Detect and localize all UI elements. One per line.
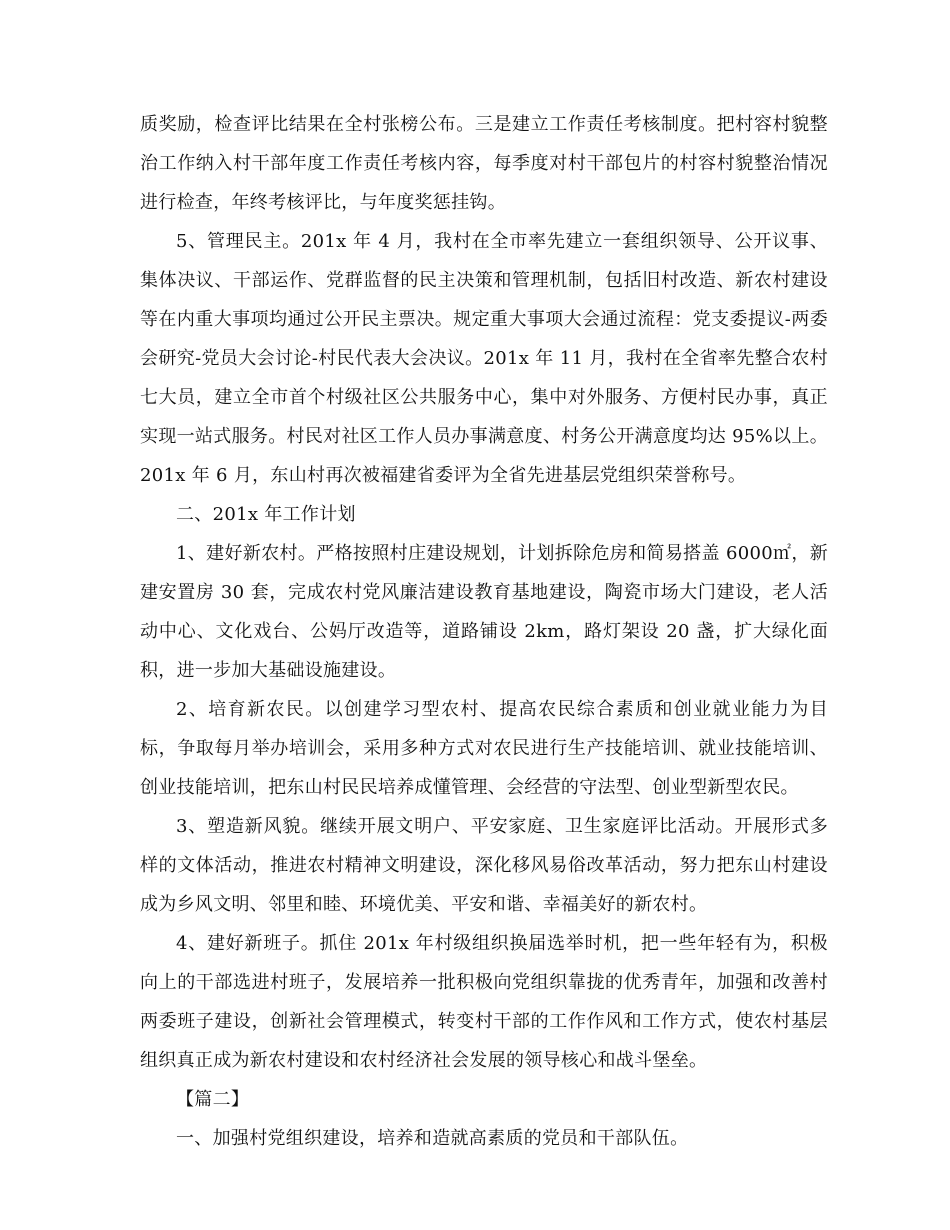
paragraph-part-two-first: 一、加强村党组织建设，培养和造就高素质的党员和干部队伍。: [176, 1128, 689, 1149]
paragraph-plan-new-team: 4、建好新班子。抓住 201x 年村级组织换届选举时机，把一些年轻有为，积极向上的干部选进村班子，发展培养一批积极向党组织靠拢的优秀青年，加强和改善村两委班子建设，创新社会管理模式，转变村干部的工作作风和工作方式，使农村基层组织真正成为新农村建设和农村经济社会发展的领导核心和战斗堡垒。: [140, 933, 828, 1071]
paragraph-continued-award: 质奖励，检查评比结果在全村张榜公布。三是建立工作责任考核制度。把村容村貌整治工作纳入村干部年度工作责任考核内容，每季度对村干部包片的村容村貌整治情况进行检查，年终考核评比，与年度奖惩挂钩。: [140, 114, 828, 213]
paragraph-plan-new-village: 1、建好新农村。严格按照村庄建设规划，计划拆除危房和简易搭盖 6000㎡，新建安置房 30 套，完成农村党风廉洁建设教育基地建设，陶瓷市场大门建设，老人活动中心、文化戏台、公妈厅改造等，道路铺设 2km，路灯架设 20 盏，扩大绿化面积，进一步加大基础设施建设。: [140, 543, 828, 681]
paragraph-plan-new-style: 3、塑造新风貌。继续开展文明户、平安家庭、卫生家庭评比活动。开展形式多样的文体活动，推进农村精神文明建设，深化移风易俗改革活动，努力把东山村建设成为乡风文明、邻里和睦、环境优美、平安和谐、幸福美好的新农村。: [140, 816, 828, 915]
document-body: [140, 105, 828, 1158]
paragraph-manage-democracy: 5、管理民主。201x 年 4 月，我村在全市率先建立一套组织领导、公开议事、集体决议、干部运作、党群监督的民主决策和管理机制，包括旧村改造、新农村建设等在内重大事项均通过公开民主票决。规定重大事项大会通过流程：党支委提议-两委会研究-党员大会讨论-村民代表大会决议。201x 年 11 月，我村在全省率先整合农村七大员，建立全市首个村级社区公共服务中心，集中对外服务、方便村民办事，真正实现一站式服务。村民对社区工作人员办事满意度、村务公开满意度均达 95%以上。201x 年 6 月，东山村再次被福建省委评为全省先进基层党组织荣誉称号。: [140, 231, 828, 486]
paragraph-plan-new-farmers: 2、培育新农民。以创建学习型农村、提高农民综合素质和创业就业能力为目标，争取每月举办培训会，采用多种方式对农民进行生产技能培训、就业技能培训、创业技能培训，把东山村民民培养成懂管理、会经营的守法型、创业型新型农民。: [140, 699, 828, 798]
section-heading-work-plan: 二、201x 年工作计划: [176, 504, 356, 525]
part-two-heading: 【篇二】: [176, 1089, 250, 1110]
